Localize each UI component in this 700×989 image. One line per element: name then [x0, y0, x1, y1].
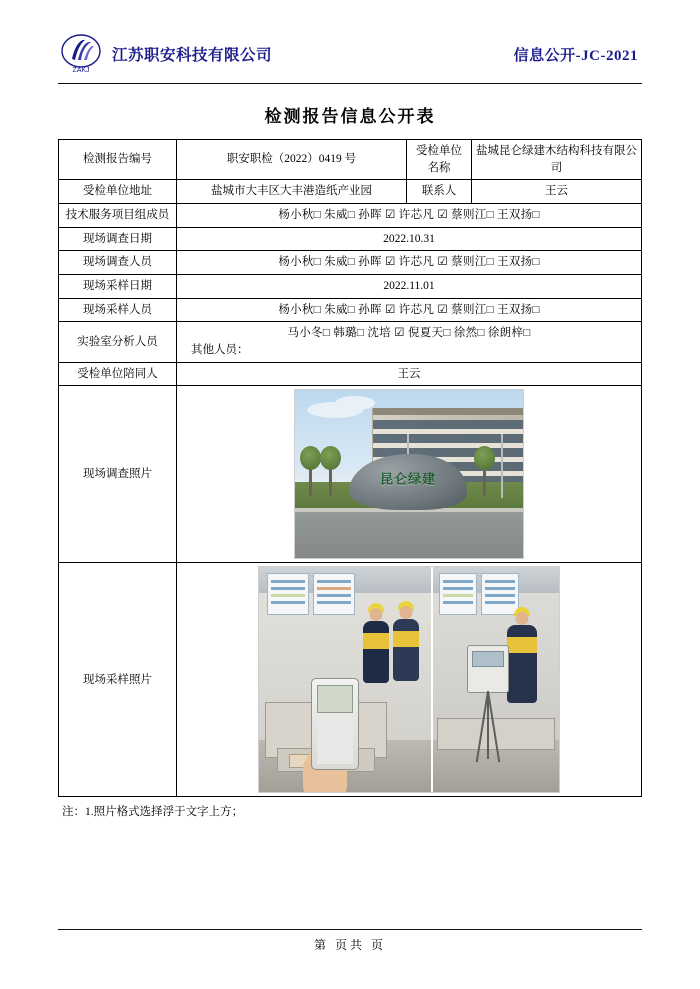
company-logo-icon	[58, 33, 104, 75]
sampling-date-label: 现场采样日期	[59, 275, 177, 299]
escort-label: 受检单位陪同人	[59, 362, 177, 386]
sampling-pump	[467, 645, 509, 693]
page-header	[58, 28, 642, 84]
lab-staff-label: 实验室分析人员	[59, 322, 177, 362]
handheld-detector	[311, 678, 359, 770]
sampling-photo-label: 现场采样照片	[59, 563, 177, 797]
client-address-value: 盐城市大丰区大丰港造纸产业园	[177, 180, 407, 204]
member: 沈培 ☑	[367, 327, 405, 340]
table-row	[59, 386, 642, 563]
table-row	[59, 140, 642, 180]
pump-display	[472, 651, 504, 667]
sampling-photo-cell	[177, 563, 642, 797]
svg-text:ZAKJ: ZAKJ	[72, 67, 90, 74]
member: 王双扬□	[497, 256, 540, 269]
contact-label: 联系人	[407, 180, 472, 204]
notice-board-shape	[439, 573, 477, 615]
notice-board-shape	[481, 573, 519, 615]
tree-shape	[329, 462, 332, 496]
sampling-photo-left	[259, 567, 431, 792]
survey-date-label: 现场调查日期	[59, 227, 177, 251]
table-row	[59, 227, 642, 251]
table-row	[59, 251, 642, 275]
company-name: 江苏职安科技有限公司	[112, 47, 273, 64]
survey-site-photo	[294, 389, 524, 559]
member: 马小冬□	[287, 327, 331, 340]
vest-shape	[507, 637, 537, 653]
member: 孙晖 ☑	[358, 209, 396, 222]
report-no-value: 职安职检（2022）0419 号	[177, 140, 407, 180]
lab-staff-other: 其他人员：	[191, 344, 249, 357]
survey-staff-label: 现场调查人员	[59, 251, 177, 275]
cloud-shape	[335, 396, 375, 410]
page-title: 检测报告信息公开表	[264, 107, 436, 126]
tree-shape	[483, 462, 486, 496]
document-code: 信息公开-JC-2021	[513, 47, 638, 64]
sampling-photo-wrapper	[181, 566, 637, 793]
sampling-site-photo	[258, 566, 560, 793]
page-number: 第 页共 页	[313, 938, 386, 952]
sampling-staff-members	[181, 302, 637, 319]
contact-value: 王云	[472, 180, 642, 204]
head-shape	[516, 612, 529, 625]
member: 许芯凡 ☑	[398, 256, 448, 269]
notice-board-shape	[313, 573, 355, 615]
member: 朱威□	[324, 303, 356, 316]
detector-screen	[317, 685, 353, 713]
client-name-label: 受检单位名称	[407, 140, 472, 180]
survey-photo-wrapper	[181, 389, 637, 559]
tech-team-value	[177, 204, 642, 228]
head-shape	[400, 606, 413, 619]
worker-figure	[393, 619, 419, 681]
table-note: 注：1.照片格式选择浮于文字上方；	[62, 806, 244, 819]
member: 徐然□	[453, 327, 485, 340]
member: 许芯凡 ☑	[398, 303, 448, 316]
worker-figure	[507, 625, 537, 703]
member: 许芯凡 ☑	[398, 209, 448, 222]
entrance-stone	[349, 454, 467, 510]
survey-staff-members	[181, 254, 637, 271]
stone-inscription: 昆仑绿建	[379, 471, 437, 487]
table-row	[59, 275, 642, 299]
member: 蔡则江□	[451, 256, 494, 269]
info-table	[58, 139, 642, 797]
tripod-leg	[487, 691, 489, 759]
survey-date-value: 2022.10.31	[177, 227, 642, 251]
member: 徐朗梓□	[487, 327, 531, 340]
vest-shape	[393, 631, 419, 647]
head-shape	[370, 608, 383, 621]
client-address-label: 受检单位地址	[59, 180, 177, 204]
member: 孙晖 ☑	[358, 303, 396, 316]
client-name-value: 盐城昆仑绿建木结构科技有限公司	[472, 140, 642, 180]
tree-shape	[309, 462, 312, 496]
member: 朱威□	[324, 209, 356, 222]
table-row	[59, 563, 642, 797]
building-window-row	[373, 420, 523, 429]
tech-team-members	[181, 207, 637, 224]
member: 王双扬□	[497, 209, 540, 222]
member: 杨小秋□	[278, 303, 321, 316]
table-row	[59, 362, 642, 386]
survey-staff-value	[177, 251, 642, 275]
survey-photo-label: 现场调查照片	[59, 386, 177, 563]
member: 倪夏天□	[407, 327, 451, 340]
lab-staff-value	[177, 322, 642, 362]
member: 王双扬□	[497, 303, 540, 316]
table-row	[59, 180, 642, 204]
member: 蔡则江□	[451, 209, 494, 222]
vest-shape	[363, 633, 389, 649]
table-row	[59, 322, 642, 362]
sampling-photo-right	[433, 567, 559, 792]
sampling-staff-value	[177, 298, 642, 322]
escort-value: 王云	[177, 362, 642, 386]
brand	[58, 33, 272, 75]
member: 杨小秋□	[278, 256, 321, 269]
sampling-staff-label: 现场采样人员	[59, 298, 177, 322]
member: 杨小秋□	[278, 209, 321, 222]
light-pole-shape	[501, 434, 503, 498]
building-roof	[373, 408, 523, 415]
survey-photo-cell	[177, 386, 642, 563]
member: 蔡则江□	[451, 303, 494, 316]
member: 孙晖 ☑	[358, 256, 396, 269]
page-footer	[58, 929, 642, 953]
lab-staff-members	[181, 325, 637, 342]
tech-team-label: 技术服务项目组成员	[59, 204, 177, 228]
member: 韩璐□	[333, 327, 365, 340]
member: 朱威□	[324, 256, 356, 269]
report-no-label: 检测报告编号	[59, 140, 177, 180]
sampling-date-value: 2022.11.01	[177, 275, 642, 299]
table-row	[59, 298, 642, 322]
table-row	[59, 204, 642, 228]
worker-figure	[363, 621, 389, 683]
detector-keypad	[317, 717, 353, 764]
notice-board-shape	[267, 573, 309, 615]
